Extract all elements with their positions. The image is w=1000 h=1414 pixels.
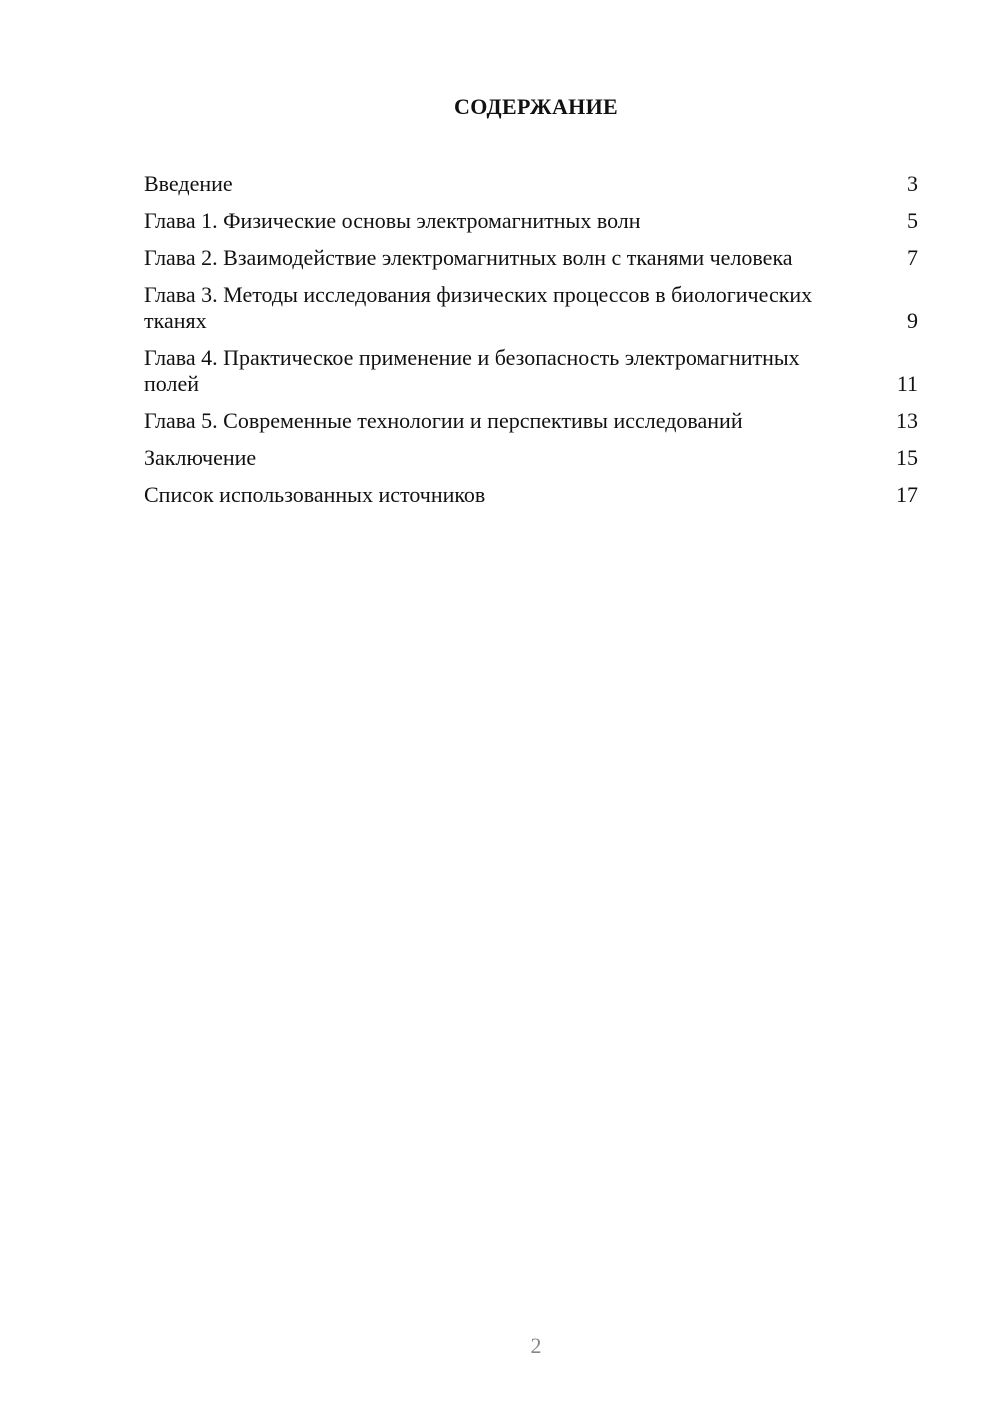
toc-entry-page: 5 [907,208,918,233]
page-number: 2 [530,1333,542,1358]
toc-entry-title: Глава 2. Взаимодействие электромагнитных волн с тканями человека [144,245,793,270]
toc-entry-chapter-3 [144,282,918,334]
toc-entry-conclusion [144,445,918,471]
toc-entry-chapter-1 [144,208,918,234]
toc-entry-title: Список использованных источников [144,482,486,507]
toc-entry-page: 17 [896,482,918,507]
toc-entry-chapter-5 [144,408,918,434]
toc-entry-page: 13 [896,408,918,433]
toc-entry-title: Введение [144,171,233,196]
toc-entry-page: 11 [896,371,918,396]
toc-entry-page: 9 [907,308,918,333]
toc-entry-title: Глава 4. Практическое применение и безопасность электромагнитных полей [144,345,800,396]
toc-entry-chapter-2 [144,245,918,271]
toc-entry-title: Глава 1. Физические основы электромагнитных волн [144,208,641,233]
toc-entry-title: Заключение [144,445,257,470]
page-title: СОДЕРЖАНИЕ [454,94,618,119]
toc-entry-chapter-4 [144,345,918,397]
toc-entry-title: Глава 5. Современные технологии и перспективы исследований [144,408,743,433]
toc-entry-title: Глава 3. Методы исследования физических процессов в биологических тканях [144,282,813,333]
toc-entry-page: 3 [907,171,918,196]
toc-entry-introduction [144,171,918,197]
toc-entry-page: 7 [907,245,918,270]
table-of-contents [144,171,918,519]
toc-entry-references [144,482,918,508]
toc-entry-page: 15 [896,445,918,470]
